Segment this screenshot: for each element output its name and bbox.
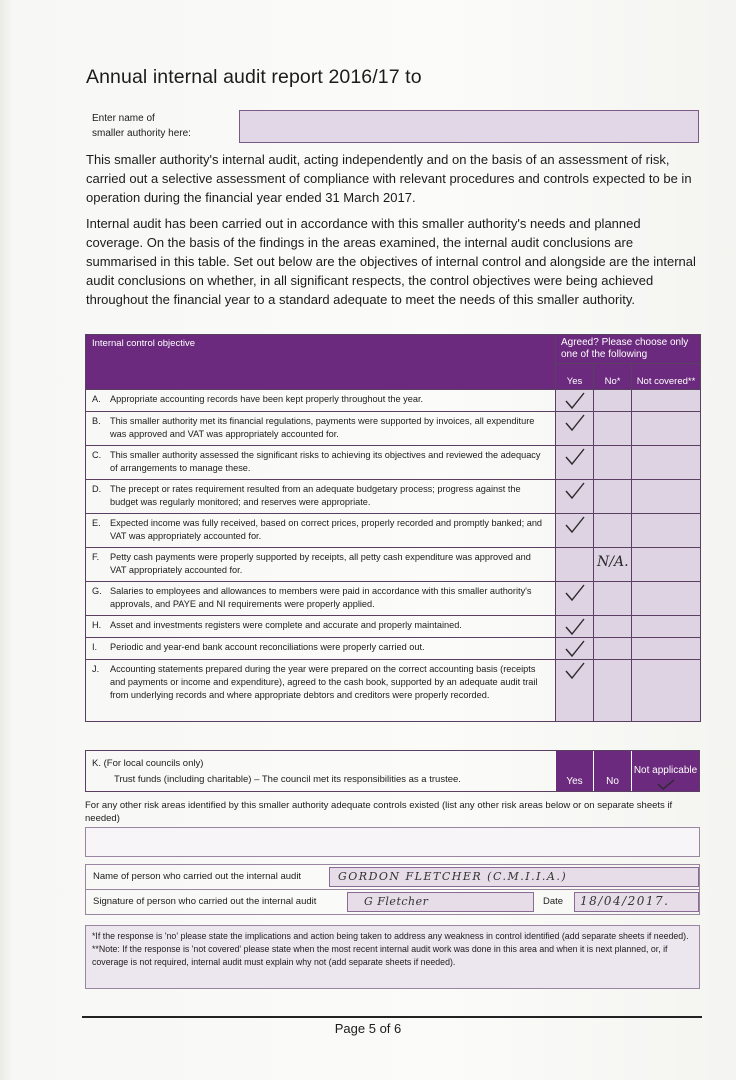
tick-mark-icon: [564, 639, 586, 659]
row-text: Expected income was fully received, based on correct prices, properly recorded and promptly banked; and VAT was appropriately accounted for.: [110, 518, 543, 541]
control-objectives-table: [85, 334, 701, 722]
answer-cell-yes[interactable]: [556, 480, 594, 514]
authority-name-field[interactable]: [239, 110, 699, 143]
row-letter: D.: [92, 484, 102, 494]
answer-cell-not-covered[interactable]: [632, 412, 701, 446]
auditor-name-row: [85, 864, 700, 890]
row-text: Appropriate accounting records have been kept properly throughout the year.: [110, 394, 424, 404]
auditor-name-label: Name of person who carried out the internal audit: [93, 871, 302, 882]
row-letter: E.: [92, 518, 101, 528]
answer-cell-no[interactable]: [594, 412, 632, 446]
control-objective-text: [86, 412, 556, 446]
row-letter: G.: [92, 586, 102, 596]
answer-cell-yes[interactable]: [556, 412, 594, 446]
control-objective-text: [86, 616, 556, 638]
tick-mark-icon: [564, 515, 586, 535]
objective-header: Internal control objective: [86, 335, 556, 390]
answer-cell-not-covered[interactable]: [632, 514, 701, 548]
page-number: Page 5 of 6: [334, 1021, 402, 1036]
answer-cell-not-covered[interactable]: [632, 446, 701, 480]
answer-cell-yes[interactable]: [556, 514, 594, 548]
answer-cell-yes[interactable]: [556, 390, 594, 412]
answer-cell-no[interactable]: [594, 446, 632, 480]
answer-cell-yes[interactable]: [556, 638, 594, 660]
row-letter: H.: [92, 620, 102, 630]
control-row: [86, 480, 701, 514]
date-value: 18/04/2017.: [580, 894, 670, 908]
control-row: [86, 582, 701, 616]
row-text: Accounting statements prepared during the year were prepared on the correct accounting basis (receipts and payments or income and expenditure), agreed to the cash book, supported by an adequate audit trail from underlying records and where appropriate debtors and creditors were properly recorded.: [110, 664, 538, 700]
row-letter: A.: [92, 394, 101, 404]
answer-cell-no[interactable]: [594, 390, 632, 412]
note-not-covered: **Note: If the response is 'not covered' please state when the most recent internal audit work was done in this area and when it is next planned, or, if coverage is not required, internal audit must explain why not (add separate sheets if needed).: [92, 944, 668, 967]
k-line-1: K. (For local councils only): [92, 758, 204, 769]
name-prompt-line2: smaller authority here:: [92, 128, 191, 139]
control-objective-text: [86, 390, 556, 412]
answer-cell-not-covered[interactable]: [632, 638, 701, 660]
answer-cell-no[interactable]: [594, 582, 632, 616]
tick-mark-icon: [564, 661, 586, 681]
row-text: Petty cash payments were properly supported by receipts, all petty cash expenditure was approved and VAT appropriately accounted for.: [110, 552, 531, 575]
auditor-name-value: GORDON FLETCHER (C.M.I.I.A.): [338, 870, 568, 883]
answer-cell-yes[interactable]: [556, 660, 594, 722]
k-line-2: Trust funds (including charitable) – The council met its responsibilities as a trustee.: [114, 774, 461, 785]
name-prompt-line1: Enter name of: [92, 113, 155, 124]
footnotes-box: [85, 925, 700, 989]
answer-cell-yes[interactable]: [556, 548, 594, 582]
k-na-label: Not applicable: [633, 765, 698, 776]
signature-row: [85, 889, 700, 915]
signature-label: Signature of person who carried out the internal audit: [93, 896, 317, 907]
row-text: This smaller authority met its financial regulations, payments were supported by invoices, all expenditure was approved and VAT was appropriately accounted for.: [110, 416, 535, 439]
k-not-applicable-option[interactable]: [631, 751, 699, 791]
tick-mark-icon: [564, 481, 586, 501]
control-objective-text: [86, 638, 556, 660]
tick-mark-icon: [564, 583, 586, 603]
control-objective-text: [86, 446, 556, 480]
control-row: [86, 548, 701, 582]
answer-cell-not-covered[interactable]: [632, 480, 701, 514]
row-text: Salaries to employees and allowances to members were paid in accordance with this smaller authority's approvals, and PAYE and NI requirements were properly applied.: [110, 586, 532, 609]
intro-paragraph-1: This smaller authority's internal audit, acting independently and on the basis of an assessment of risk, carried out a selective assessment of compliance with relevant procedures and controls expected to be in operation during the financial year ended 31 March 2017.: [86, 152, 692, 205]
tick-mark-icon: [564, 447, 586, 467]
row-text: The precept or rates requirement resulted from an adequate budgetary process; progress against the budget was regularly monitored; and reserves were appropriate.: [110, 484, 521, 507]
answer-cell-not-covered[interactable]: [632, 660, 701, 722]
row-text: Periodic and year-end bank account reconciliations were properly carried out.: [110, 642, 425, 652]
note-no-response: *If the response is 'no' please state the implications and action being taken to address any weakness in control identified (add separate sheets if needed).: [92, 931, 689, 941]
answer-cell-not-covered[interactable]: [632, 390, 701, 412]
control-row: [86, 660, 701, 722]
agreed-header: Agreed? Please choose only one of the following: [556, 335, 701, 364]
signature-value: G Fletcher: [364, 895, 429, 908]
control-row: [86, 514, 701, 548]
control-row: [86, 390, 701, 412]
control-objective-text: [86, 480, 556, 514]
control-row: [86, 412, 701, 446]
tick-mark-icon: [564, 617, 586, 637]
yes-col-header: Yes: [556, 364, 594, 390]
other-risk-field[interactable]: [85, 827, 700, 857]
row-text: This smaller authority assessed the significant risks to achieving its objectives and reviewed the adequacy of arrangements to manage these.: [110, 450, 541, 473]
control-row: [86, 446, 701, 480]
no-col-header: No*: [594, 364, 632, 390]
tick-mark-icon: [564, 413, 586, 433]
answer-cell-no[interactable]: [594, 480, 632, 514]
row-letter: B.: [92, 416, 101, 426]
answer-cell-no[interactable]: [594, 638, 632, 660]
k-no-option[interactable]: No: [593, 751, 631, 791]
page-title: Annual internal audit report 2016/17 to: [86, 66, 422, 88]
k-tick-mark-icon: [656, 779, 676, 791]
answer-cell-no[interactable]: [594, 514, 632, 548]
answer-cell-no[interactable]: [594, 548, 632, 582]
answer-cell-yes[interactable]: [556, 446, 594, 480]
other-risk-text: For any other risk areas identified by this smaller authority adequate controls existed (list any other risk areas below or on separate sheets if needed): [85, 800, 673, 824]
answer-cell-no[interactable]: [594, 660, 632, 722]
control-objective-text: [86, 582, 556, 616]
control-objective-text: [86, 548, 556, 582]
handwritten-na: N/A.: [597, 554, 629, 570]
tick-mark-icon: [564, 391, 586, 411]
answer-cell-not-covered[interactable]: [632, 582, 701, 616]
answer-cell-yes[interactable]: [556, 616, 594, 638]
footer-divider: [82, 1016, 702, 1018]
answer-cell-no[interactable]: [594, 616, 632, 638]
answer-cell-not-covered[interactable]: [632, 616, 701, 638]
date-label: Date: [543, 896, 564, 907]
row-letter: C.: [92, 450, 102, 460]
answer-cell-yes[interactable]: [556, 582, 594, 616]
answer-cell-not-covered[interactable]: [632, 548, 701, 582]
control-objective-text: [86, 660, 556, 722]
authority-name-label: [92, 111, 191, 141]
trust-funds-section: [85, 750, 700, 792]
k-yes-option[interactable]: Yes: [555, 751, 593, 791]
control-row: [86, 616, 701, 638]
row-letter: J.: [92, 664, 100, 674]
not-covered-col-header: Not covered**: [632, 364, 701, 390]
intro-paragraph-2: Internal audit has been carried out in accordance with this smaller authority's needs and planned coverage. On the basis of the findings in the areas examined, the internal audit conclusions are summarised in this table. Set out below are the objectives of internal control and alongside are the internal audit conclusions on whether, in all significant respects, the control objectives were being achieved throughout the financial year to a standard adequate to meet the needs of this smaller authority.: [86, 216, 696, 307]
control-row: [86, 638, 701, 660]
row-letter: F.: [92, 552, 100, 562]
row-letter: I.: [92, 642, 98, 652]
control-objective-text: [86, 514, 556, 548]
row-text: Asset and investments registers were complete and accurate and properly maintained.: [110, 620, 462, 630]
